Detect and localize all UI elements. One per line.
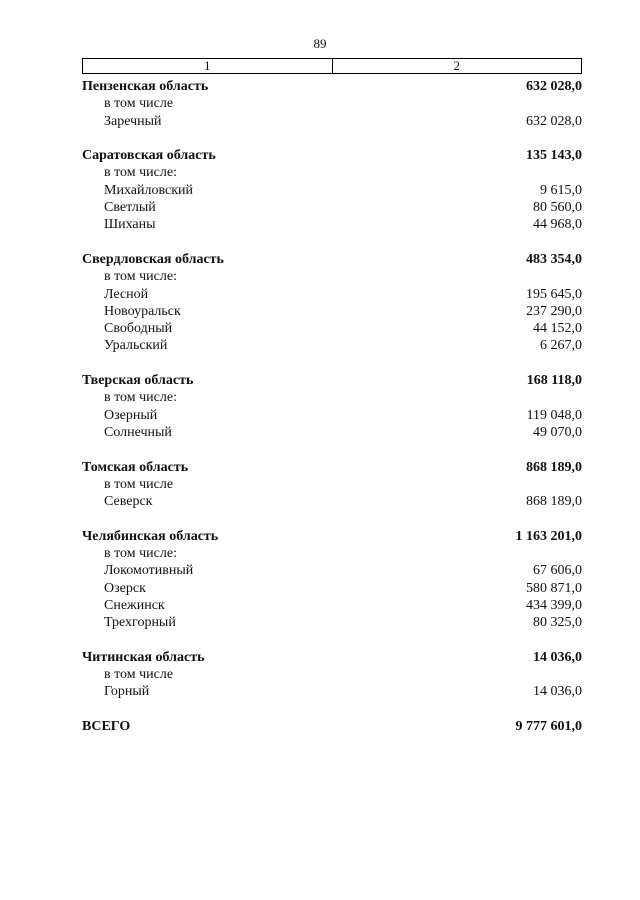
including-row-label: в том числе (104, 476, 174, 492)
city-row-label: Северск (104, 494, 153, 510)
city-row-label: Уральский (104, 338, 168, 354)
city-row-label: Новоуральск (104, 303, 181, 319)
city-row (82, 216, 582, 233)
city-row (82, 113, 582, 130)
spacer (82, 234, 582, 251)
city-row-value: 44 152,0 (533, 321, 582, 337)
city-row-label: Локомотивный (104, 563, 194, 579)
city-row-value: 44 968,0 (533, 217, 582, 233)
region-row-value: 1 163 201,0 (515, 528, 582, 544)
page-number: 89 (313, 36, 327, 51)
including-row (82, 164, 582, 181)
city-row-value: 237 290,0 (526, 303, 582, 319)
region-row (82, 147, 582, 164)
including-row-label: в том числе: (104, 546, 177, 562)
grand-total-row-label: ВСЕГО (82, 718, 131, 734)
city-row (82, 424, 582, 441)
including-row (82, 666, 582, 683)
city-row-value: 80 325,0 (533, 615, 582, 631)
region-row-label: Тверская область (82, 373, 194, 389)
table-header-col-1: 1 (204, 58, 211, 73)
city-row-value: 9 615,0 (540, 182, 582, 198)
city-row-label: Светлый (104, 200, 156, 216)
spacer (82, 701, 582, 718)
grand-total-row-value: 9 777 601,0 (515, 718, 582, 734)
region-row-label: Саратовская область (82, 148, 216, 164)
city-row-label: Снежинск (104, 597, 165, 613)
region-row-label: Читинская область (82, 649, 205, 665)
region-row-value: 632 028,0 (526, 79, 582, 94)
region-row-label: Челябинская область (82, 528, 219, 544)
including-row (82, 545, 582, 562)
city-row-label: Шиханы (104, 217, 156, 233)
region-row-value: 14 036,0 (533, 649, 582, 665)
region-row (82, 459, 582, 476)
including-row (82, 268, 582, 285)
including-row-label: в том числе (104, 667, 174, 683)
region-row-label: Свердловская область (82, 251, 224, 267)
city-row (82, 683, 582, 700)
city-row (82, 320, 582, 337)
spacer (82, 510, 582, 527)
including-row (82, 389, 582, 406)
including-row-label: в том числе: (104, 390, 177, 406)
city-row-value: 67 606,0 (533, 563, 582, 579)
including-row (82, 476, 582, 493)
city-row-label: Свободный (104, 321, 173, 337)
spacer (82, 632, 582, 649)
region-row (82, 78, 582, 95)
city-row (82, 562, 582, 579)
region-row-value: 868 189,0 (526, 459, 582, 475)
city-row (82, 337, 582, 354)
region-row-label: Пензенская область (82, 79, 209, 94)
table-body (82, 78, 582, 735)
city-row (82, 493, 582, 510)
city-row-value: 195 645,0 (526, 286, 582, 302)
city-row-label: Озерный (104, 407, 158, 423)
including-row-label: в том числе: (104, 269, 177, 285)
city-row-value: 14 036,0 (533, 684, 582, 700)
region-row (82, 372, 582, 389)
city-row-label: Лесной (104, 286, 149, 302)
city-row-value: 868 189,0 (526, 494, 582, 510)
including-row-label: в том числе: (104, 165, 177, 181)
city-row-label: Трехгорный (104, 615, 176, 631)
region-row (82, 649, 582, 666)
city-row (82, 182, 582, 199)
city-row (82, 407, 582, 424)
city-row-value: 80 560,0 (533, 200, 582, 216)
region-row (82, 528, 582, 545)
city-row-label: Солнечный (104, 424, 172, 440)
city-row (82, 286, 582, 303)
table-header (82, 58, 582, 74)
city-row-value: 434 399,0 (526, 597, 582, 613)
city-row-value: 632 028,0 (526, 113, 582, 129)
city-row-label: Горный (104, 684, 150, 700)
table-header-col-2: 2 (332, 59, 582, 73)
city-row (82, 199, 582, 216)
city-row-label: Озерск (104, 580, 146, 596)
spacer (82, 355, 582, 372)
spacer (82, 130, 582, 147)
spacer (82, 441, 582, 458)
region-row-label: Томская область (82, 459, 189, 475)
including-row (82, 95, 582, 112)
region-row-value: 483 354,0 (526, 251, 582, 267)
city-row-value: 49 070,0 (533, 424, 582, 440)
city-row (82, 303, 582, 320)
city-row (82, 614, 582, 631)
city-row-value: 6 267,0 (540, 338, 582, 354)
including-row-label: в том числе (104, 96, 174, 112)
region-row-value: 135 143,0 (526, 148, 582, 164)
city-row (82, 580, 582, 597)
city-row-value: 580 871,0 (526, 580, 582, 596)
city-row-value: 119 048,0 (526, 407, 582, 423)
city-row (82, 597, 582, 614)
region-row (82, 251, 582, 268)
city-row-label: Заречный (104, 113, 162, 129)
city-row-label: Михайловский (104, 182, 193, 198)
grand-total-row (82, 718, 582, 735)
region-row-value: 168 118,0 (526, 373, 582, 389)
